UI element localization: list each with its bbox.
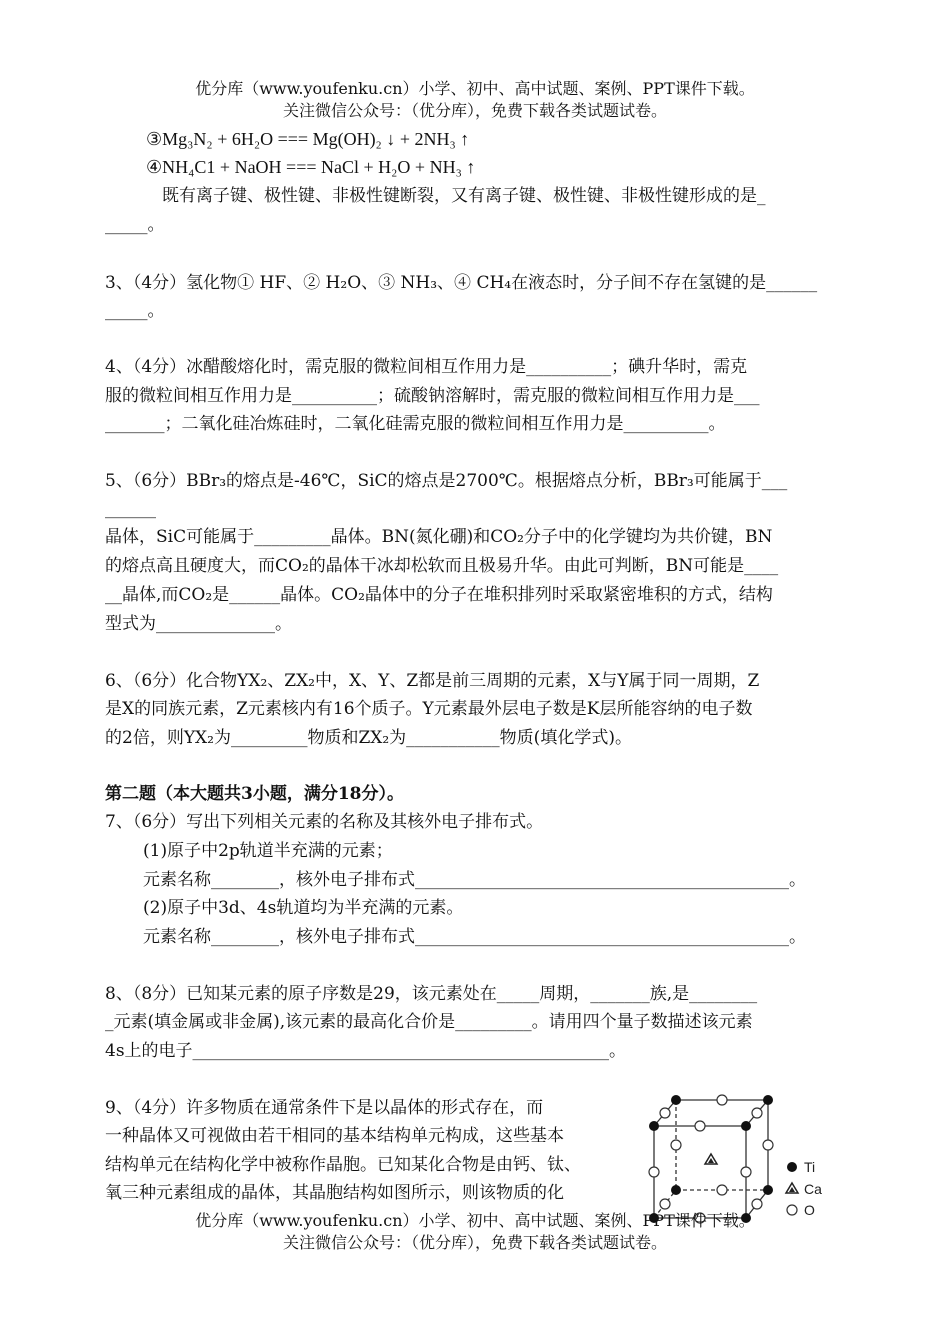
- q5-line-4: 的熔点高且硬度大，而CO₂的晶体干冰却松软而且极易升华。由此可判断，BN可能是____: [105, 556, 779, 576]
- q5-line-3: 晶体，SiC可能属于_________晶体。BN(氮化硼)和CO₂分子中的化学键均为共价键，BN: [105, 527, 773, 547]
- q4-line-3: _______；二氧化硅冶炼硅时，二氧化硅需克服的微粒间相互作用力是__________。: [105, 414, 726, 434]
- legend-ca: Ca: [804, 1181, 822, 1197]
- page-header: [0, 78, 950, 122]
- q2-answer-blank: _____。: [105, 215, 165, 235]
- header-line-2: 关注微信公众号：（优分库），免费下载各类试题试卷。: [282, 101, 667, 120]
- q7-sub-2: (2)原子中3d、4s轨道均为半充满的元素。: [143, 898, 464, 918]
- q5-line-5: __晶体,而CO₂是______晶体。CO₂晶体中的分子在堆积排列时采取紧密堆积的方式，结构: [105, 585, 773, 605]
- q5-line-2: ______: [105, 499, 156, 519]
- page-footer: [0, 1210, 950, 1254]
- q3-line-2: _____。: [105, 301, 165, 321]
- q4-line-1: 4、（4分）冰醋酸熔化时，需克服的微粒间相互作用力是__________；碘升华时，需克: [105, 357, 748, 377]
- q9-line-4: 氧三种元素组成的晶体，其晶胞结构如图所示，则该物质的化: [105, 1183, 564, 1203]
- header-line-1: 优分库（www.youfenku.cn）小学、初中、高中试题、案例、PPT课件下载。: [195, 79, 755, 98]
- legend-o: O: [804, 1202, 815, 1218]
- q6-line-2: 是X的同族元素，Z元素核内有16个质子。Y元素最外层电子数是K层所能容纳的电子数: [105, 699, 753, 719]
- equation-3: ③Mg₃N₂ + 6H₂O === Mg(OH)₂ ↓ + 2NH₃ ↑: [146, 129, 470, 149]
- q9-line-1: 9、（4分）许多物质在通常条件下是以晶体的形式存在，而: [105, 1098, 544, 1118]
- q9-line-3: 结构单元在结构化学中被称作晶胞。已知某化合物是由钙、钛、: [105, 1155, 581, 1175]
- q6-line-1: 6、（6分）化合物YX₂、ZX₂中，X、Y、Z都是前三周期的元素，X与Y属于同一周期，Z: [105, 671, 760, 691]
- section-2-title: 第二题（本大题共3小题，满分18分）。: [105, 784, 404, 804]
- ca-atom: [705, 1154, 717, 1164]
- footer-line-2: 关注微信公众号：（优分库），免费下载各类试题试卷。: [282, 1233, 667, 1252]
- q2-question-text: 既有离子键、极性键、非极性键断裂，又有离子键、极性键、非极性键形成的是_: [162, 186, 766, 206]
- q8-line-3: 4s上的电子_________________________________________________。: [105, 1041, 627, 1061]
- q6-line-3: 的2倍，则YX₂为_________物质和ZX₂为___________物质(填化学式)。: [105, 728, 632, 748]
- q8-line-2: _元素(填金属或非金属),该元素的最高化合价是_________。请用四个量子数描述该元素: [105, 1012, 753, 1032]
- q8-line-1: 8、（8分）已知某元素的原子序数是29，该元素处在_____周期，_______族,是________: [105, 984, 758, 1004]
- crystal-cell-figure: [640, 1088, 840, 1228]
- q7-answer-2: 元素名称________，核外电子排布式____________________________________________。: [143, 927, 806, 947]
- q4-line-2: 服的微粒间相互作用力是__________；硫酸钠溶解时，需克服的微粒间相互作用力是___: [105, 386, 760, 406]
- equation-4: ④NH₄C1 + NaOH === NaCl + H₂O + NH₃ ↑: [146, 157, 476, 177]
- footer-line-1: 优分库（www.youfenku.cn）小学、初中、高中试题、案例、PPT课件下载。: [195, 1211, 755, 1230]
- q5-line-6: 型式为______________。: [105, 614, 292, 634]
- q7-answer-1: 元素名称________，核外电子排布式____________________________________________。: [143, 870, 806, 890]
- q9-line-2: 一种晶体又可视做由若干相同的基本结构单元构成，这些基本: [105, 1126, 564, 1146]
- q5-line-1: 5、（6分）BBr₃的熔点是-46℃，SiC的熔点是2700℃。根据熔点分析，BBr₃可能属于___: [105, 471, 788, 491]
- q7-sub-1: (1)原子中2p轨道半充满的元素；: [143, 841, 393, 861]
- legend-ti: Ti: [804, 1159, 816, 1175]
- q7-line-1: 7、（6分）写出下列相关元素的名称及其核外电子排布式。: [105, 812, 544, 832]
- q3-line-1: 3、（4分）氢化物① HF、② H₂O、③ NH₃、④ CH₄在液态时，分子间不存在氢键的是______: [105, 273, 818, 293]
